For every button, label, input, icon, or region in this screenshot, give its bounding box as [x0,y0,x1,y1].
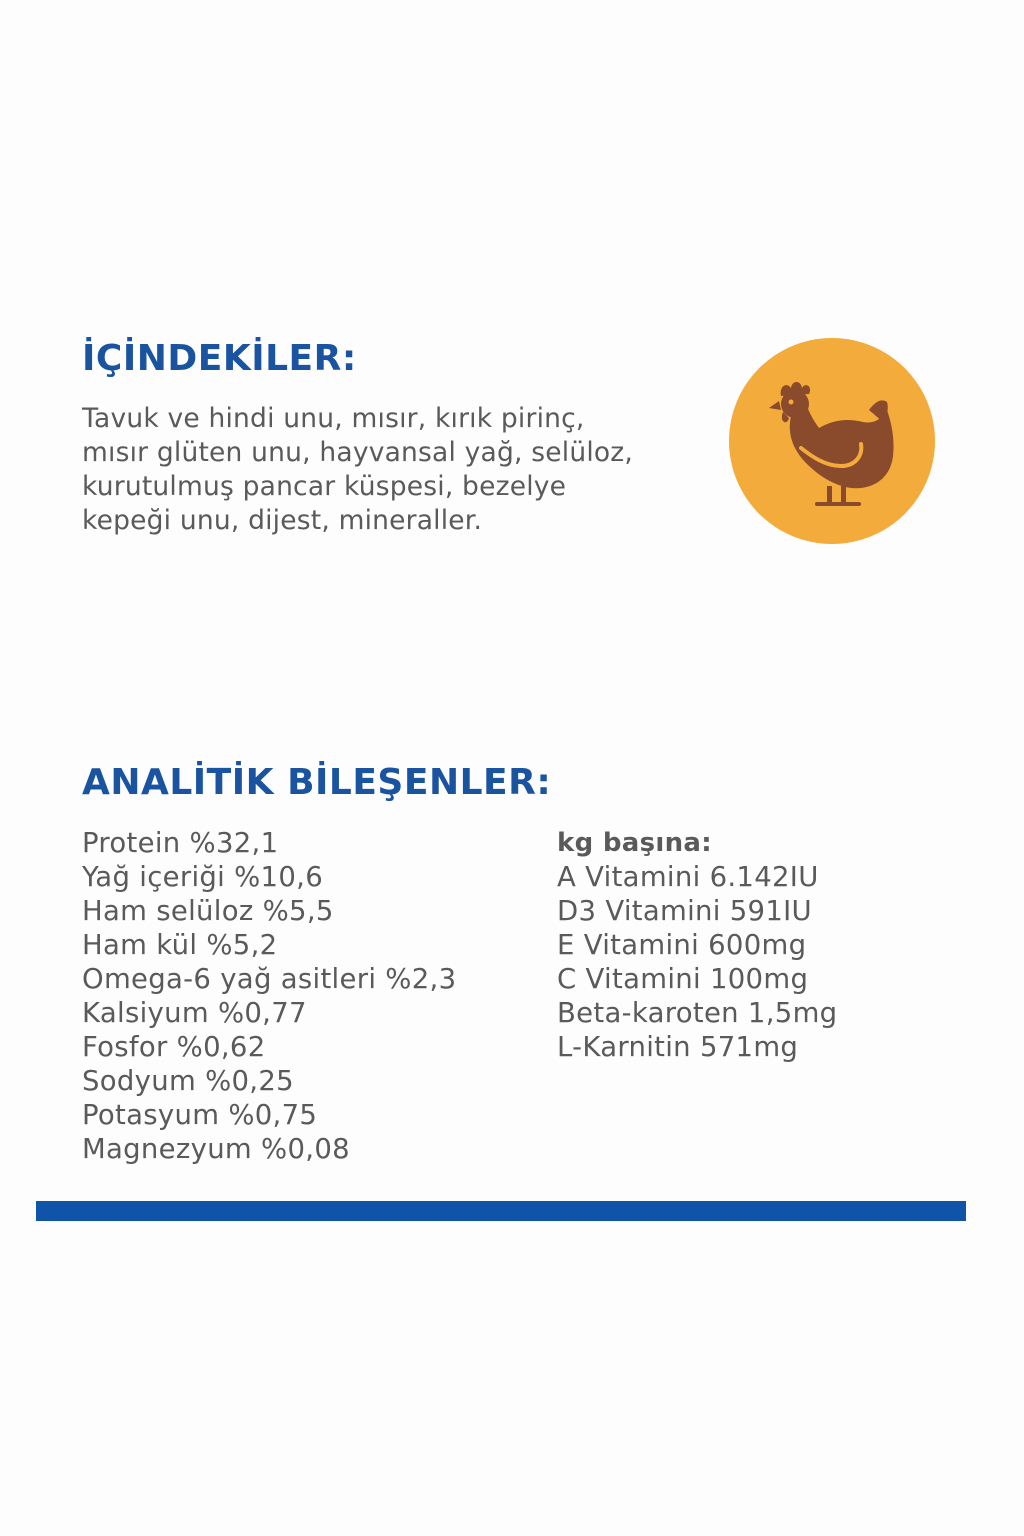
vitamin-item: E Vitamini 600mg [557,929,807,961]
composition-item: Ham selüloz %5,5 [82,895,334,927]
vitamin-item: Beta-karoten 1,5mg [557,997,838,1029]
analytic-components-title: ANALİTİK BİLEŞENLER: [82,762,552,803]
vitamin-item: A Vitamini 6.142IU [557,861,819,893]
footer-divider-bar [36,1201,966,1221]
composition-item: Potasyum %0,75 [82,1099,318,1131]
ingredients-title: İÇİNDEKİLER: [82,338,357,379]
composition-list [82,826,456,1166]
vitamin-item: L-Karnitin 571mg [557,1031,799,1063]
composition-item: Protein %32,1 [82,827,279,859]
chicken-icon [729,338,935,544]
vitamin-heading: kg başına: [557,828,712,858]
composition-item: Magnezyum %0,08 [82,1133,350,1165]
composition-item: Ham kül %5,2 [82,929,278,961]
ingredients-text [82,402,732,538]
composition-item: Omega-6 yağ asitleri %2,3 [82,963,457,995]
ingredients-line: kurutulmuş pancar küspesi, bezelye [82,471,567,502]
vitamin-item: C Vitamini 100mg [557,963,809,995]
ingredients-line: Tavuk ve hindi unu, mısır, kırık pirinç, [82,403,585,434]
chicken-badge [729,338,935,544]
vitamin-item: D3 Vitamini 591IU [557,895,812,927]
ingredients-line: kepeği unu, dijest, mineraller. [82,505,483,536]
composition-item: Kalsiyum %0,77 [82,997,307,1029]
vitamin-list [557,826,837,1064]
composition-item: Fosfor %0,62 [82,1031,266,1063]
composition-item: Sodyum %0,25 [82,1065,294,1097]
composition-item: Yağ içeriği %10,6 [82,861,323,893]
ingredients-line: mısır glüten unu, hayvansal yağ, selüloz, [82,437,634,468]
